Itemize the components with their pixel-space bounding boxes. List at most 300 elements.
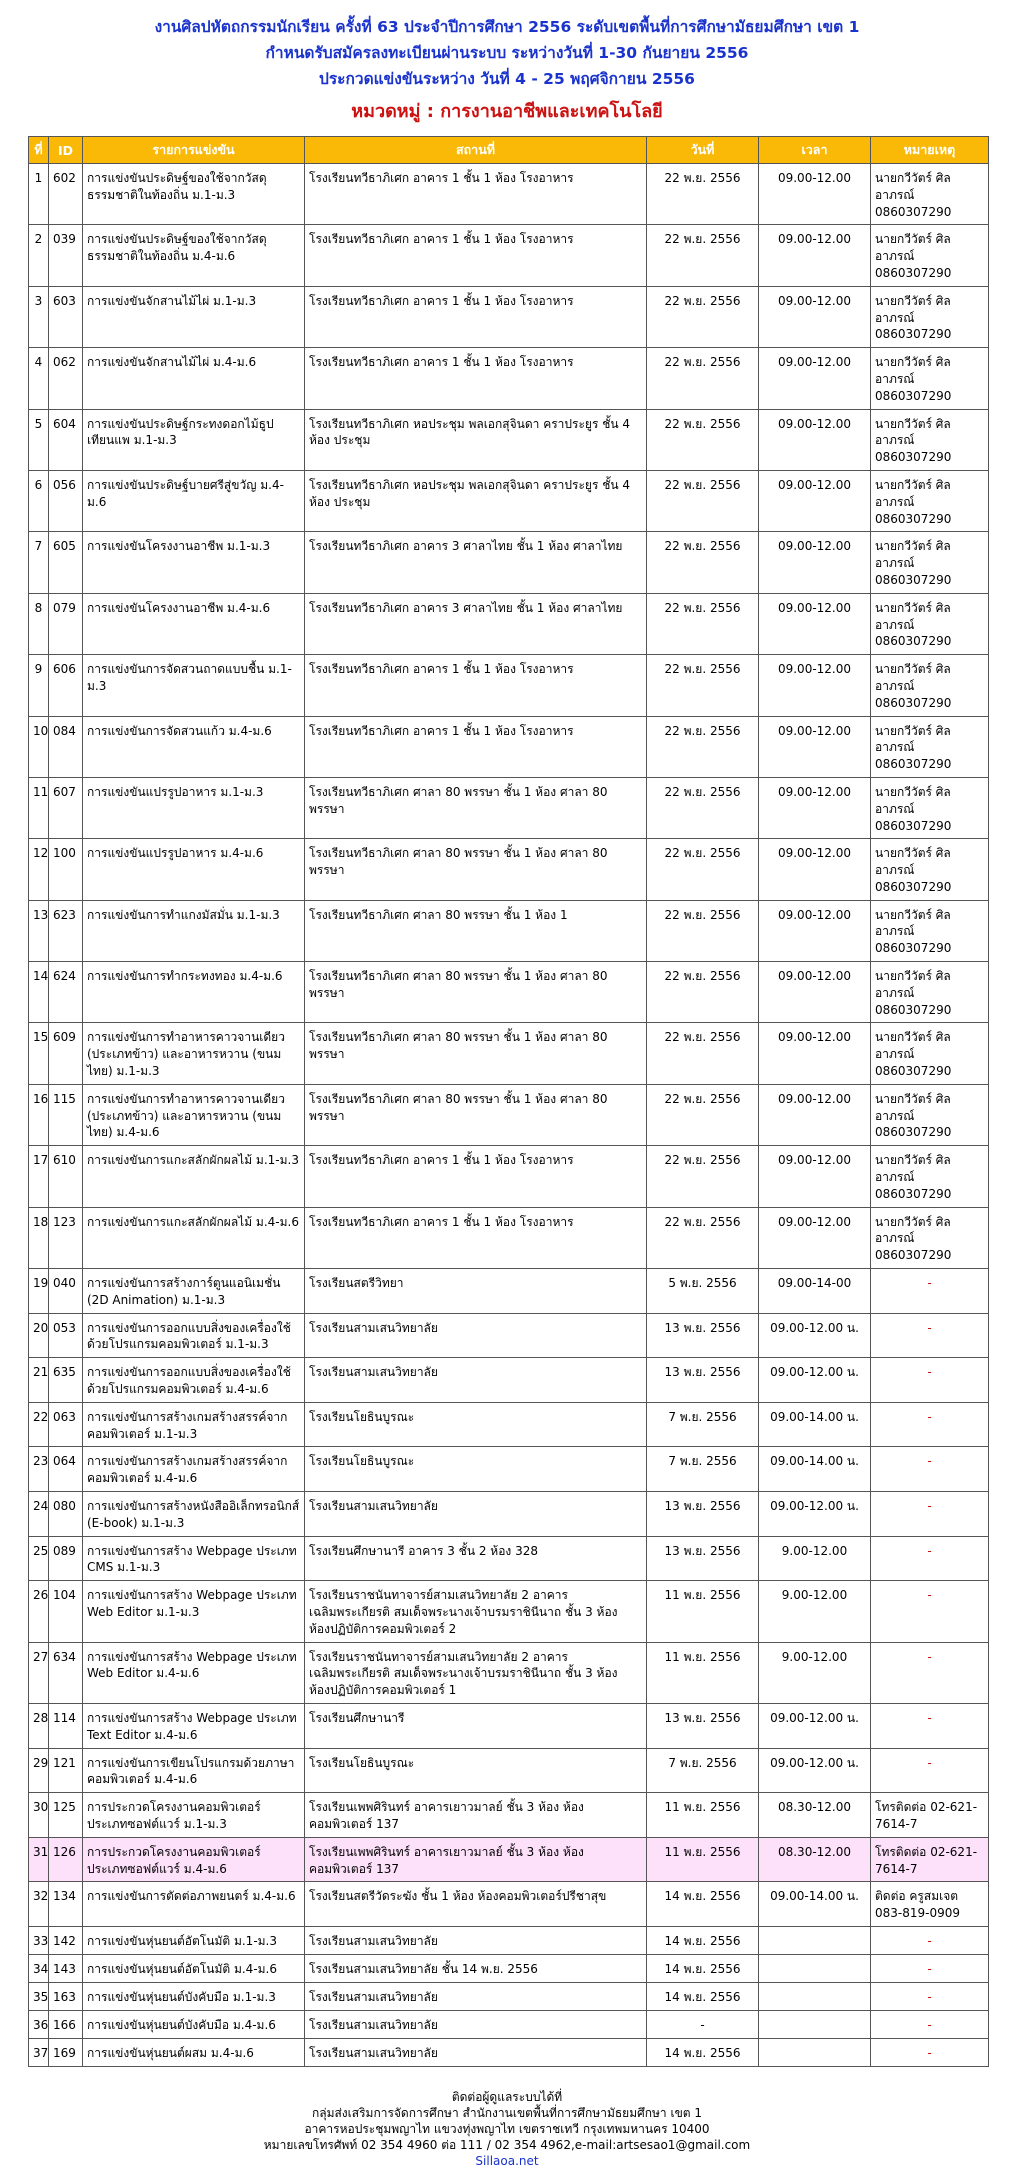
event-id-cell: 635 <box>49 1358 83 1403</box>
event-name-cell: การแข่งขันการสร้างเกมสร้างสรรค์จากคอมพิวเตอร์ ม.1-ม.3 <box>83 1402 305 1447</box>
event-date-cell: 14 พ.ย. 2556 <box>647 2038 759 2066</box>
event-time-cell: 09.00-12.00 <box>759 225 871 286</box>
event-time-cell: 09.00-14.00 น. <box>759 1402 871 1447</box>
table-row <box>29 2038 989 2066</box>
event-time-cell: 09.00-12.00 <box>759 409 871 470</box>
table-row <box>29 2010 989 2038</box>
event-name-cell: การประกวดโครงงานคอมพิวเตอร์ประเภทซอฟต์แวร์ ม.1-ม.3 <box>83 1793 305 1838</box>
event-time-cell <box>759 1954 871 1982</box>
event-id-cell: 142 <box>49 1926 83 1954</box>
event-date-cell: 22 พ.ย. 2556 <box>647 532 759 593</box>
note-cell: ติดต่อ ครูสมเจต 083-819-0909 <box>871 1882 989 1927</box>
event-name-cell: การแข่งขันประดิษฐ์ของใช้จากวัสดุธรรมชาติในท้องถิ่น ม.4-ม.6 <box>83 225 305 286</box>
footer-site-link[interactable]: Sillaoa.net <box>475 2153 539 2168</box>
column-header-venue: สถานที่ <box>305 137 647 164</box>
table-row <box>29 1982 989 2010</box>
table-row <box>29 839 989 900</box>
note-cell: นายกวีวัตร์ ศิลอาภรณ์ 0860307290 <box>871 286 989 347</box>
event-date-cell: 22 พ.ย. 2556 <box>647 962 759 1023</box>
row-number-cell: 16 <box>29 1084 49 1145</box>
venue-cell: โรงเรียนทวีธาภิเศก หอประชุม พลเอกสุจินดา คราประยูร ชั้น 4 ห้อง ประชุม <box>305 409 647 470</box>
row-number-cell: 21 <box>29 1358 49 1403</box>
event-name-cell: การแข่งขันการสร้างหนังสืออิเล็กทรอนิกส์ (E-book) ม.1-ม.3 <box>83 1492 305 1537</box>
note-cell: นายกวีวัตร์ ศิลอาภรณ์ 0860307290 <box>871 777 989 838</box>
note-cell: นายกวีวัตร์ ศิลอาภรณ์ 0860307290 <box>871 409 989 470</box>
table-row <box>29 348 989 409</box>
event-name-cell: การแข่งขันการแกะสลักผักผลไม้ ม.1-ม.3 <box>83 1146 305 1207</box>
event-date-cell: 5 พ.ย. 2556 <box>647 1269 759 1314</box>
venue-cell: โรงเรียนทวีธาภิเศก อาคาร 1 ชั้น 1 ห้อง โรงอาหาร <box>305 164 647 225</box>
event-date-cell: 22 พ.ย. 2556 <box>647 1146 759 1207</box>
events-table <box>28 136 989 2067</box>
event-id-cell: 040 <box>49 1269 83 1314</box>
event-date-cell: 11 พ.ย. 2556 <box>647 1837 759 1882</box>
event-id-cell: 114 <box>49 1703 83 1748</box>
note-cell: - <box>871 1954 989 1982</box>
note-cell: - <box>871 1358 989 1403</box>
row-number-cell: 23 <box>29 1447 49 1492</box>
event-id-cell: 080 <box>49 1492 83 1537</box>
table-row <box>29 225 989 286</box>
row-number-cell: 3 <box>29 286 49 347</box>
row-number-cell: 13 <box>29 900 49 961</box>
event-name-cell: การแข่งขันการทำแกงมัสมั่น ม.1-ม.3 <box>83 900 305 961</box>
event-date-cell: 22 พ.ย. 2556 <box>647 409 759 470</box>
table-row <box>29 716 989 777</box>
event-id-cell: 134 <box>49 1882 83 1927</box>
table-row <box>29 1023 989 1084</box>
table-row <box>29 777 989 838</box>
event-id-cell: 064 <box>49 1447 83 1492</box>
venue-cell: โรงเรียนทวีธาภิเศก อาคาร 1 ชั้น 1 ห้อง โรงอาหาร <box>305 225 647 286</box>
event-name-cell: การประกวดโครงงานคอมพิวเตอร์ประเภทซอฟต์แวร์ ม.4-ม.6 <box>83 1837 305 1882</box>
event-name-cell: การแข่งขันหุ่นยนต์บังคับมือ ม.4-ม.6 <box>83 2010 305 2038</box>
note-cell: นายกวีวัตร์ ศิลอาภรณ์ 0860307290 <box>871 655 989 716</box>
table-row <box>29 655 989 716</box>
venue-cell: โรงเรียนเพพศิรินทร์ อาคารเยาวมาลย์ ชั้น 3 ห้อง ห้องคอมพิวเตอร์ 137 <box>305 1793 647 1838</box>
table-row <box>29 1748 989 1793</box>
event-time-cell: 09.00-14-00 <box>759 1269 871 1314</box>
event-name-cell: การแข่งขันการออกแบบสิ่งของเครื่องใช้ด้วยโปรแกรมคอมพิวเตอร์ ม.1-ม.3 <box>83 1313 305 1358</box>
venue-cell: โรงเรียนทวีธาภิเศก อาคาร 1 ชั้น 1 ห้อง โรงอาหาร <box>305 286 647 347</box>
venue-cell: โรงเรียนศึกษานารี อาคาร 3 ชั้น 2 ห้อง 328 <box>305 1536 647 1581</box>
venue-cell: โรงเรียนทวีธาภิเศก อาคาร 3 ศาลาไทย ชั้น 1 ห้อง ศาลาไทย <box>305 593 647 654</box>
note-cell: นายกวีวัตร์ ศิลอาภรณ์ 0860307290 <box>871 1207 989 1268</box>
event-name-cell: การแข่งขันการออกแบบสิ่งของเครื่องใช้ด้วยโปรแกรมคอมพิวเตอร์ ม.4-ม.6 <box>83 1358 305 1403</box>
row-number-cell: 4 <box>29 348 49 409</box>
event-name-cell: การแข่งขันโครงงานอาชีพ ม.4-ม.6 <box>83 593 305 654</box>
event-id-cell: 123 <box>49 1207 83 1268</box>
table-row <box>29 164 989 225</box>
table-row <box>29 409 989 470</box>
event-time-cell: 09.00-12.00 <box>759 593 871 654</box>
table-row <box>29 1492 989 1537</box>
event-id-cell: 062 <box>49 348 83 409</box>
table-row <box>29 1313 989 1358</box>
venue-cell: โรงเรียนทวีธาภิเศก หอประชุม พลเอกสุจินดา คราประยูร ชั้น 4 ห้อง ประชุม <box>305 470 647 531</box>
event-name-cell: การแข่งขันแปรรูปอาหาร ม.4-ม.6 <box>83 839 305 900</box>
event-date-cell: 13 พ.ย. 2556 <box>647 1492 759 1537</box>
note-cell: นายกวีวัตร์ ศิลอาภรณ์ 0860307290 <box>871 839 989 900</box>
note-cell: - <box>871 1402 989 1447</box>
row-number-cell: 34 <box>29 1954 49 1982</box>
table-row <box>29 532 989 593</box>
event-name-cell: การแข่งขันหุ่นยนต์บังคับมือ ม.1-ม.3 <box>83 1982 305 2010</box>
row-number-cell: 14 <box>29 962 49 1023</box>
event-time-cell: 09.00-12.00 <box>759 777 871 838</box>
event-time-cell: 09.00-12.00 <box>759 1146 871 1207</box>
event-id-cell: 104 <box>49 1581 83 1642</box>
table-row <box>29 593 989 654</box>
event-date-cell: 22 พ.ย. 2556 <box>647 900 759 961</box>
event-name-cell: การแข่งขันการสร้างการ์ตูนแอนิเมชั่น (2D Animation) ม.1-ม.3 <box>83 1269 305 1314</box>
event-time-cell: 9.00-12.00 <box>759 1642 871 1703</box>
event-date-cell: 14 พ.ย. 2556 <box>647 1982 759 2010</box>
column-header-no: ที่ <box>29 137 49 164</box>
note-cell: - <box>871 1269 989 1314</box>
note-cell: โทรติดต่อ 02-621-7614-7 <box>871 1793 989 1838</box>
event-name-cell: การแข่งขันการสร้าง Webpage ประเภท Text Editor ม.4-ม.6 <box>83 1703 305 1748</box>
event-id-cell: 039 <box>49 225 83 286</box>
event-name-cell: การแข่งขันการจัดสวนแก้ว ม.4-ม.6 <box>83 716 305 777</box>
event-id-cell: 063 <box>49 1402 83 1447</box>
note-cell: นายกวีวัตร์ ศิลอาภรณ์ 0860307290 <box>871 1146 989 1207</box>
venue-cell: โรงเรียนสามเสนวิทยาลัย <box>305 1492 647 1537</box>
event-date-cell: 22 พ.ย. 2556 <box>647 839 759 900</box>
row-number-cell: 36 <box>29 2010 49 2038</box>
registration-period: กำหนดรับสมัครลงทะเบียนผ่านระบบ ระหว่างวันที่ 1-30 กันยายน 2556 <box>265 44 749 62</box>
event-name-cell: การแข่งขันหุ่นยนต์อัตโนมัติ ม.4-ม.6 <box>83 1954 305 1982</box>
venue-cell: โรงเรียนทวีธาภิเศก ศาลา 80 พรรษา ชั้น 1 ห้อง ศาลา 80 พรรษา <box>305 839 647 900</box>
table-row <box>29 1402 989 1447</box>
note-cell: - <box>871 2010 989 2038</box>
note-cell: นายกวีวัตร์ ศิลอาภรณ์ 0860307290 <box>871 1084 989 1145</box>
event-name-cell: การแข่งขันการจัดสวนถาดแบบชื้น ม.1-ม.3 <box>83 655 305 716</box>
row-number-cell: 22 <box>29 1402 49 1447</box>
table-row <box>29 1882 989 1927</box>
event-time-cell: 09.00-12.00 <box>759 962 871 1023</box>
event-date-cell: 22 พ.ย. 2556 <box>647 348 759 409</box>
event-time-cell <box>759 2038 871 2066</box>
event-name-cell: การแข่งขันการตัดต่อภาพยนตร์ ม.4-ม.6 <box>83 1882 305 1927</box>
note-cell: - <box>871 1313 989 1358</box>
note-cell: - <box>871 1703 989 1748</box>
venue-cell: โรงเรียนสตรีวัดระฆัง ชั้น 1 ห้อง ห้องคอมพิวเตอร์ปรีชาสุข <box>305 1882 647 1927</box>
event-id-cell: 605 <box>49 532 83 593</box>
venue-cell: โรงเรียนสามเสนวิทยาลัย <box>305 1926 647 1954</box>
event-name-cell: การแข่งขันประดิษฐ์ของใช้จากวัสดุธรรมชาติในท้องถิ่น ม.1-ม.3 <box>83 164 305 225</box>
event-date-cell: 13 พ.ย. 2556 <box>647 1703 759 1748</box>
row-number-cell: 28 <box>29 1703 49 1748</box>
venue-cell: โรงเรียนเพพศิรินทร์ อาคารเยาวมาลย์ ชั้น 3 ห้อง ห้องคอมพิวเตอร์ 137 <box>305 1837 647 1882</box>
event-date-cell: 22 พ.ย. 2556 <box>647 1023 759 1084</box>
page-footer <box>0 2089 1014 2169</box>
event-time-cell: 09.00-12.00 <box>759 655 871 716</box>
event-id-cell: 623 <box>49 900 83 961</box>
note-cell: - <box>871 1926 989 1954</box>
note-cell: นายกวีวัตร์ ศิลอาภรณ์ 0860307290 <box>871 348 989 409</box>
event-name-cell: การแข่งขันหุ่นยนต์อัตโนมัติ ม.1-ม.3 <box>83 1926 305 1954</box>
row-number-cell: 8 <box>29 593 49 654</box>
venue-cell: โรงเรียนทวีธาภิเศก อาคาร 3 ศาลาไทย ชั้น 1 ห้อง ศาลาไทย <box>305 532 647 593</box>
event-id-cell: 624 <box>49 962 83 1023</box>
row-number-cell: 35 <box>29 1982 49 2010</box>
event-name-cell: การแข่งขันการแกะสลักผักผลไม้ ม.4-ม.6 <box>83 1207 305 1268</box>
event-time-cell: 09.00-12.00 <box>759 900 871 961</box>
event-date-cell: 13 พ.ย. 2556 <box>647 1313 759 1358</box>
event-id-cell: 610 <box>49 1146 83 1207</box>
column-header-note: หมายเหตุ <box>871 137 989 164</box>
event-id-cell: 126 <box>49 1837 83 1882</box>
venue-cell: โรงเรียนทวีธาภิเศก ศาลา 80 พรรษา ชั้น 1 ห้อง 1 <box>305 900 647 961</box>
event-time-cell: 09.00-12.00 <box>759 532 871 593</box>
event-date-cell: 11 พ.ย. 2556 <box>647 1793 759 1838</box>
event-time-cell: 09.00-12.00 น. <box>759 1703 871 1748</box>
table-row <box>29 1837 989 1882</box>
venue-cell: โรงเรียนโยธินบูรณะ <box>305 1402 647 1447</box>
note-cell: นายกวีวัตร์ ศิลอาภรณ์ 0860307290 <box>871 593 989 654</box>
column-header-id: ID <box>49 137 83 164</box>
event-id-cell: 169 <box>49 2038 83 2066</box>
table-row <box>29 1084 989 1145</box>
event-name-cell: การแข่งขันการสร้างเกมสร้างสรรค์จากคอมพิวเตอร์ ม.4-ม.6 <box>83 1447 305 1492</box>
venue-cell: โรงเรียนทวีธาภิเศก อาคาร 1 ชั้น 1 ห้อง โรงอาหาร <box>305 716 647 777</box>
event-name-cell: การแข่งขันจักสานไม้ไผ่ ม.4-ม.6 <box>83 348 305 409</box>
note-cell: - <box>871 1536 989 1581</box>
event-time-cell <box>759 1926 871 1954</box>
event-id-cell: 166 <box>49 2010 83 2038</box>
note-cell: นายกวีวัตร์ ศิลอาภรณ์ 0860307290 <box>871 164 989 225</box>
row-number-cell: 37 <box>29 2038 49 2066</box>
table-header-row <box>29 137 989 164</box>
venue-cell: โรงเรียนสามเสนวิทยาลัย <box>305 1358 647 1403</box>
event-date-cell: 7 พ.ย. 2556 <box>647 1447 759 1492</box>
column-header-time: เวลา <box>759 137 871 164</box>
row-number-cell: 17 <box>29 1146 49 1207</box>
event-id-cell: 609 <box>49 1023 83 1084</box>
event-id-cell: 089 <box>49 1536 83 1581</box>
venue-cell: โรงเรียนราชนันทาจารย์สามเสนวิทยาลัย 2 อาคารเฉลิมพระเกียรติ สมเด็จพระนางเจ้าบรมราชินีนาถ ชั้น 3 ห้อง ห้องปฏิบัติการคอมพิวเตอร์ 1 <box>305 1642 647 1703</box>
note-cell: - <box>871 1581 989 1642</box>
event-time-cell <box>759 2010 871 2038</box>
table-row <box>29 1447 989 1492</box>
row-number-cell: 7 <box>29 532 49 593</box>
row-number-cell: 12 <box>29 839 49 900</box>
event-date-cell: - <box>647 2010 759 2038</box>
table-row <box>29 1954 989 1982</box>
note-cell: นายกวีวัตร์ ศิลอาภรณ์ 0860307290 <box>871 962 989 1023</box>
event-time-cell: 09.00-12.00 <box>759 286 871 347</box>
footer-organization: กลุ่มส่งเสริมการจัดการศึกษา สำนักงานเขตพื้นที่การศึกษามัธยมศึกษา เขต 1 <box>311 2105 703 2120</box>
event-name-cell: การแข่งขันการสร้าง Webpage ประเภท CMS ม.1-ม.3 <box>83 1536 305 1581</box>
event-date-cell: 22 พ.ย. 2556 <box>647 716 759 777</box>
row-number-cell: 33 <box>29 1926 49 1954</box>
event-time-cell: 09.00-12.00 <box>759 839 871 900</box>
venue-cell: โรงเรียนทวีธาภิเศก ศาลา 80 พรรษา ชั้น 1 ห้อง ศาลา 80 พรรษา <box>305 962 647 1023</box>
event-id-cell: 607 <box>49 777 83 838</box>
note-cell: - <box>871 1748 989 1793</box>
venue-cell: โรงเรียนสตรีวิทยา <box>305 1269 647 1314</box>
row-number-cell: 18 <box>29 1207 49 1268</box>
event-time-cell: 09.00-12.00 น. <box>759 1313 871 1358</box>
row-number-cell: 10 <box>29 716 49 777</box>
row-number-cell: 1 <box>29 164 49 225</box>
note-cell: - <box>871 2038 989 2066</box>
venue-cell: โรงเรียนสามเสนวิทยาลัย ชั้น 14 พ.ย. 2556 <box>305 1954 647 1982</box>
event-id-cell: 121 <box>49 1748 83 1793</box>
note-cell: นายกวีวัตร์ ศิลอาภรณ์ 0860307290 <box>871 470 989 531</box>
footer-contact-label: ติดต่อผู้ดูแลระบบได้ที่ <box>451 2089 563 2104</box>
venue-cell: โรงเรียนสามเสนวิทยาลัย <box>305 1313 647 1358</box>
table-row <box>29 900 989 961</box>
row-number-cell: 20 <box>29 1313 49 1358</box>
event-time-cell: 09.00-12.00 <box>759 164 871 225</box>
venue-cell: โรงเรียนราชนันทาจารย์สามเสนวิทยาลัย 2 อาคารเฉลิมพระเกียรติ สมเด็จพระนางเจ้าบรมราชินีนาถ ชั้น 3 ห้อง ห้องปฏิบัติการคอมพิวเตอร์ 2 <box>305 1581 647 1642</box>
row-number-cell: 27 <box>29 1642 49 1703</box>
row-number-cell: 31 <box>29 1837 49 1882</box>
event-name-cell: การแข่งขันประดิษฐ์บายศรีสู่ขวัญ ม.4-ม.6 <box>83 470 305 531</box>
note-cell: - <box>871 1447 989 1492</box>
row-number-cell: 5 <box>29 409 49 470</box>
event-time-cell: 08.30-12.00 <box>759 1837 871 1882</box>
event-id-cell: 079 <box>49 593 83 654</box>
footer-phone-email: หมายเลขโทรศัพท์ 02 354 4960 ต่อ 111 / 02 354 4962,e-mail:artsesao1@gmail.com <box>263 2137 751 2152</box>
row-number-cell: 19 <box>29 1269 49 1314</box>
event-date-cell: 22 พ.ย. 2556 <box>647 1084 759 1145</box>
event-id-cell: 084 <box>49 716 83 777</box>
event-date-cell: 7 พ.ย. 2556 <box>647 1748 759 1793</box>
note-cell: นายกวีวัตร์ ศิลอาภรณ์ 0860307290 <box>871 716 989 777</box>
note-cell: โทรติดต่อ 02-621-7614-7 <box>871 1837 989 1882</box>
event-time-cell: 09.00-12.00 <box>759 470 871 531</box>
venue-cell: โรงเรียนสามเสนวิทยาลัย <box>305 1982 647 2010</box>
event-date-cell: 11 พ.ย. 2556 <box>647 1642 759 1703</box>
event-id-cell: 125 <box>49 1793 83 1838</box>
event-name-cell: การแข่งขันการสร้าง Webpage ประเภท Web Editor ม.4-ม.6 <box>83 1642 305 1703</box>
event-id-cell: 163 <box>49 1982 83 2010</box>
table-row <box>29 1536 989 1581</box>
table-row <box>29 1146 989 1207</box>
event-time-cell <box>759 1982 871 2010</box>
footer-address: อาคารหอประชุมพญาไท แขวงทุ่งพญาไท เขตราชเทวี กรุงเทพมหานคร 10400 <box>304 2121 710 2136</box>
venue-cell: โรงเรียนทวีธาภิเศก ศาลา 80 พรรษา ชั้น 1 ห้อง ศาลา 80 พรรษา <box>305 1023 647 1084</box>
venue-cell: โรงเรียนศึกษานารี <box>305 1703 647 1748</box>
event-time-cell: 09.00-12.00 น. <box>759 1492 871 1537</box>
table-row <box>29 1642 989 1703</box>
note-cell: นายกวีวัตร์ ศิลอาภรณ์ 0860307290 <box>871 532 989 593</box>
row-number-cell: 29 <box>29 1748 49 1793</box>
event-id-cell: 053 <box>49 1313 83 1358</box>
venue-cell: โรงเรียนทวีธาภิเศก อาคาร 1 ชั้น 1 ห้อง โรงอาหาร <box>305 348 647 409</box>
row-number-cell: 9 <box>29 655 49 716</box>
event-date-cell: 22 พ.ย. 2556 <box>647 470 759 531</box>
event-time-cell: 09.00-12.00 <box>759 1023 871 1084</box>
table-row <box>29 1269 989 1314</box>
event-id-cell: 606 <box>49 655 83 716</box>
event-time-cell: 09.00-12.00 น. <box>759 1748 871 1793</box>
event-name-cell: การแข่งขันจักสานไม้ไผ่ ม.1-ม.3 <box>83 286 305 347</box>
event-date-cell: 13 พ.ย. 2556 <box>647 1536 759 1581</box>
event-time-cell: 09.00-12.00 <box>759 1084 871 1145</box>
table-row <box>29 1207 989 1268</box>
event-time-cell: 09.00-14.00 น. <box>759 1447 871 1492</box>
table-row <box>29 1581 989 1642</box>
note-cell: นายกวีวัตร์ ศิลอาภรณ์ 0860307290 <box>871 900 989 961</box>
row-number-cell: 24 <box>29 1492 49 1537</box>
event-name-cell: การแข่งขันแปรรูปอาหาร ม.1-ม.3 <box>83 777 305 838</box>
venue-cell: โรงเรียนทวีธาภิเศก อาคาร 1 ชั้น 1 ห้อง โรงอาหาร <box>305 1207 647 1268</box>
row-number-cell: 30 <box>29 1793 49 1838</box>
event-date-cell: 22 พ.ย. 2556 <box>647 225 759 286</box>
row-number-cell: 26 <box>29 1581 49 1642</box>
note-cell: - <box>871 1982 989 2010</box>
venue-cell: โรงเรียนทวีธาภิเศก อาคาร 1 ชั้น 1 ห้อง โรงอาหาร <box>305 1146 647 1207</box>
event-name-cell: การแข่งขันการทำอาหารคาวจานเดียว (ประเภทข้าว) และอาหารหวาน (ขนมไทย) ม.1-ม.3 <box>83 1023 305 1084</box>
event-time-cell: 09.00-12.00 <box>759 1207 871 1268</box>
event-date-cell: 22 พ.ย. 2556 <box>647 1207 759 1268</box>
event-date-cell: 22 พ.ย. 2556 <box>647 286 759 347</box>
row-number-cell: 6 <box>29 470 49 531</box>
venue-cell: โรงเรียนสามเสนวิทยาลัย <box>305 2010 647 2038</box>
event-date-cell: 14 พ.ย. 2556 <box>647 1954 759 1982</box>
event-date-cell: 14 พ.ย. 2556 <box>647 1882 759 1927</box>
event-date-cell: 22 พ.ย. 2556 <box>647 593 759 654</box>
event-date-cell: 22 พ.ย. 2556 <box>647 655 759 716</box>
note-cell: นายกวีวัตร์ ศิลอาภรณ์ 0860307290 <box>871 225 989 286</box>
event-id-cell: 100 <box>49 839 83 900</box>
note-cell: - <box>871 1492 989 1537</box>
table-row <box>29 962 989 1023</box>
event-name-cell: การแข่งขันประดิษฐ์กระทงดอกไม้ธูปเทียนแพ ม.1-ม.3 <box>83 409 305 470</box>
row-number-cell: 25 <box>29 1536 49 1581</box>
venue-cell: โรงเรียนโยธินบูรณะ <box>305 1447 647 1492</box>
column-header-event: รายการแข่งขัน <box>83 137 305 164</box>
event-name-cell: การแข่งขันการเขียนโปรแกรมด้วยภาษาคอมพิวเตอร์ ม.4-ม.6 <box>83 1748 305 1793</box>
table-row <box>29 1926 989 1954</box>
row-number-cell: 15 <box>29 1023 49 1084</box>
header-title: งานศิลปหัตถกรรมนักเรียน ครั้งที่ 63 ประจำปีการศึกษา 2556 ระดับเขตพื้นที่การศึกษามัธยมศึกษา เขต 1 <box>154 18 860 36</box>
table-row <box>29 470 989 531</box>
event-time-cell: 09.00-12.00 น. <box>759 1358 871 1403</box>
event-time-cell: 9.00-12.00 <box>759 1536 871 1581</box>
venue-cell: โรงเรียนโยธินบูรณะ <box>305 1748 647 1793</box>
table-row <box>29 286 989 347</box>
event-name-cell: การแข่งขันการสร้าง Webpage ประเภท Web Editor ม.1-ม.3 <box>83 1581 305 1642</box>
event-id-cell: 602 <box>49 164 83 225</box>
venue-cell: โรงเรียนสามเสนวิทยาลัย <box>305 2038 647 2066</box>
table-row <box>29 1358 989 1403</box>
table-row <box>29 1793 989 1838</box>
event-id-cell: 115 <box>49 1084 83 1145</box>
event-date-cell: 13 พ.ย. 2556 <box>647 1358 759 1403</box>
page-header <box>0 0 1014 126</box>
event-time-cell: 08.30-12.00 <box>759 1793 871 1838</box>
event-time-cell: 09.00-14.00 น. <box>759 1882 871 1927</box>
event-name-cell: การแข่งขันการทำกระทงทอง ม.4-ม.6 <box>83 962 305 1023</box>
event-time-cell: 09.00-12.00 <box>759 716 871 777</box>
note-cell: - <box>871 1642 989 1703</box>
event-name-cell: การแข่งขันโครงงานอาชีพ ม.1-ม.3 <box>83 532 305 593</box>
row-number-cell: 11 <box>29 777 49 838</box>
event-id-cell: 143 <box>49 1954 83 1982</box>
event-date-cell: 11 พ.ย. 2556 <box>647 1581 759 1642</box>
table-row <box>29 1703 989 1748</box>
venue-cell: โรงเรียนทวีธาภิเศก ศาลา 80 พรรษา ชั้น 1 ห้อง ศาลา 80 พรรษา <box>305 777 647 838</box>
event-time-cell: 09.00-12.00 <box>759 348 871 409</box>
event-name-cell: การแข่งขันการทำอาหารคาวจานเดียว (ประเภทข้าว) และอาหารหวาน (ขนมไทย) ม.4-ม.6 <box>83 1084 305 1145</box>
event-name-cell: การแข่งขันหุ่นยนต์ผสม ม.4-ม.6 <box>83 2038 305 2066</box>
event-date-cell: 14 พ.ย. 2556 <box>647 1926 759 1954</box>
